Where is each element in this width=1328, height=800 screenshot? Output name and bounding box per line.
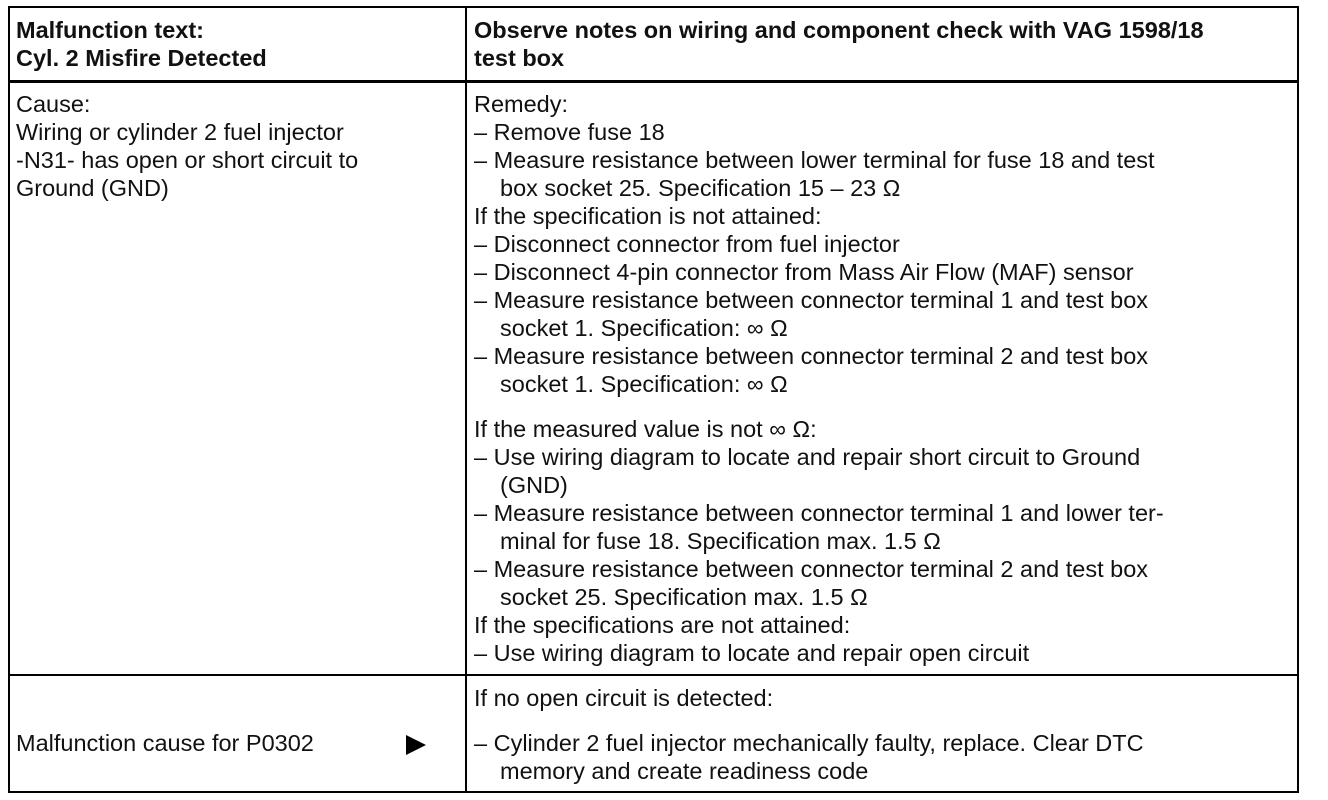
- triangle-arrow-icon: [406, 735, 426, 755]
- cause-line: -N31- has open or short circuit to: [16, 147, 359, 173]
- malfunction-text-label: Malfunction text:: [16, 17, 204, 43]
- remedy-step-continued: minal for fuse 18. Specification max. 1.5 Ω: [500, 528, 941, 554]
- remedy-step-continued: (GND): [500, 472, 568, 498]
- wiring-notes-heading-line2: test box: [474, 45, 565, 71]
- final-step-continued: memory and create readiness code: [500, 758, 869, 784]
- remedy-condition: If the specifications are not attained:: [474, 612, 851, 638]
- malfunction-text-value: Cyl. 2 Misfire Detected: [16, 45, 267, 71]
- header-row-divider: [8, 80, 1299, 83]
- table-border-top: [8, 6, 1299, 8]
- remedy-step: – Remove fuse 18: [474, 119, 665, 145]
- remedy-step: – Measure resistance between connector terminal 2 and test box: [474, 343, 1149, 369]
- remedy-step-continued: box socket 25. Specification 15 – 23 Ω: [500, 175, 901, 201]
- final-step: – Cylinder 2 fuel injector mechanically faulty, replace. Clear DTC: [474, 730, 1144, 756]
- remedy-step-continued: socket 25. Specification max. 1.5 Ω: [500, 584, 868, 610]
- wiring-notes-heading-line1: Observe notes on wiring and component check with VAG 1598/18: [474, 17, 1204, 43]
- final-condition: If no open circuit is detected:: [474, 685, 774, 711]
- remedy-step-continued: socket 1. Specification: ∞ Ω: [500, 371, 788, 397]
- remedy-condition: If the measured value is not ∞ Ω:: [474, 416, 817, 442]
- remedy-step-continued: socket 1. Specification: ∞ Ω: [500, 315, 788, 341]
- cause-label: Cause:: [16, 91, 91, 117]
- remedy-step: – Use wiring diagram to locate and repair short circuit to Ground: [474, 444, 1141, 470]
- remedy-step: – Measure resistance between connector terminal 1 and lower ter-: [474, 500, 1164, 526]
- malfunction-cause-label: Malfunction cause for P0302: [16, 730, 314, 756]
- remedy-label: Remedy:: [474, 91, 569, 117]
- remedy-step: – Measure resistance between lower terminal for fuse 18 and test: [474, 147, 1155, 173]
- remedy-step: – Disconnect 4-pin connector from Mass Air Flow (MAF) sensor: [474, 259, 1134, 285]
- remedy-step: – Use wiring diagram to locate and repair open circuit: [474, 640, 1030, 666]
- remedy-condition: If the specification is not attained:: [474, 203, 822, 229]
- cause-line: Ground (GND): [16, 175, 169, 201]
- remedy-step: – Disconnect connector from fuel injector: [474, 231, 900, 257]
- remedy-step: – Measure resistance between connector terminal 2 and test box: [474, 556, 1149, 582]
- cause-line: Wiring or cylinder 2 fuel injector: [16, 119, 344, 145]
- table-border-bottom: [8, 791, 1299, 793]
- remedy-step: – Measure resistance between connector terminal 1 and test box: [474, 287, 1149, 313]
- final-row-divider: [8, 674, 1299, 676]
